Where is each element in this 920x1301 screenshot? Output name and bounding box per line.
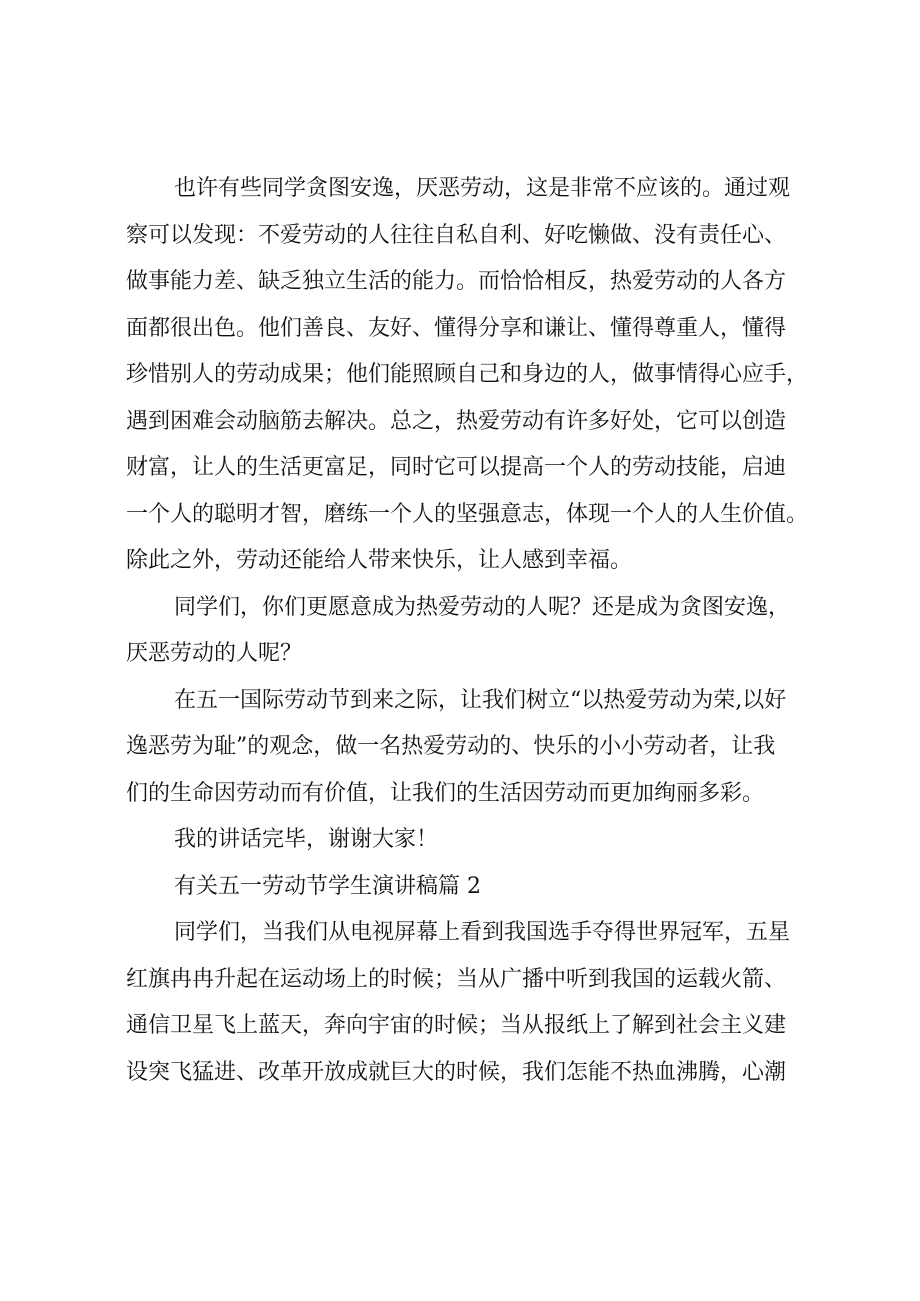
text-line: 逸恶劳为耻”的观念，做一名热爱劳动的、快乐的小小劳动者，让我 — [126, 734, 776, 759]
text-line: 厌恶劳动的人呢？ — [126, 641, 303, 666]
text-line: 面都很出色。他们善良、友好、懂得分享和谦让、懂得尊重人，懂得 — [126, 315, 787, 341]
text-line: 红旗冉冉升起在运动场上的时候；当从广播中听到我国的运载火箭、 — [126, 966, 787, 992]
text-line: 通信卫星飞上蓝天，奔向宇宙的时候；当从报纸上了解到社会主义建 — [126, 1013, 787, 1038]
text-line: 财富，让人的生活更富足，同时它可以提高一个人的劳动技能，启迪 — [126, 455, 787, 480]
paragraph-closing — [126, 817, 841, 864]
text-line: 在五一国际劳动节到来之际，让我们树立“以热爱劳动为荣,以好 — [174, 687, 787, 713]
paragraph-may-day-call — [126, 678, 841, 818]
text-line: 们的生命因劳动而有价值，让我们的生活因劳动而更加绚丽多彩。 — [126, 780, 765, 806]
text-line: 设突飞猛进、改革开放成就巨大的时候，我们怎能不热血沸腾，心潮 — [126, 1059, 787, 1085]
text-line: 我的讲话完毕，谢谢大家！ — [174, 827, 439, 852]
paragraph-pride — [126, 910, 841, 1096]
text-line: 同学们，你们更愿意成为热爱劳动的人呢？还是成为贪图安逸， — [174, 594, 791, 620]
paragraph-question — [126, 585, 841, 678]
text-line: 也许有些同学贪图安逸，厌恶劳动，这是非常不应该的。通过观 — [174, 176, 791, 201]
text-line: 做事能力差、缺乏独立生活的能力。而恰恰相反，热爱劳动的人各方 — [126, 269, 787, 294]
document-body — [126, 166, 841, 1096]
section-heading: 有关五一劳动节学生演讲稿篇 2 — [174, 873, 481, 899]
text-line: 一个人的聪明才智，磨练一个人的坚强意志，体现一个人的人生价值。 — [126, 501, 809, 527]
text-line: 遇到困难会动脑筋去解决。总之，热爱劳动有许多好处，它可以创造 — [126, 408, 787, 434]
text-line: 同学们，当我们从电视屏幕上看到我国选手夺得世界冠军，五星 — [174, 920, 791, 945]
text-line: 除此之外，劳动还能给人带来快乐，让人感到幸福。 — [126, 548, 633, 573]
text-line: 珍惜别人的劳动成果；他们能照顾自己和身边的人，做事情得心应手， — [126, 362, 809, 387]
text-line: 察可以发现：不爱劳动的人往往自私自利、好吃懒做、没有责任心、 — [126, 222, 787, 248]
paragraph-lazy-vs-diligent — [126, 166, 841, 585]
